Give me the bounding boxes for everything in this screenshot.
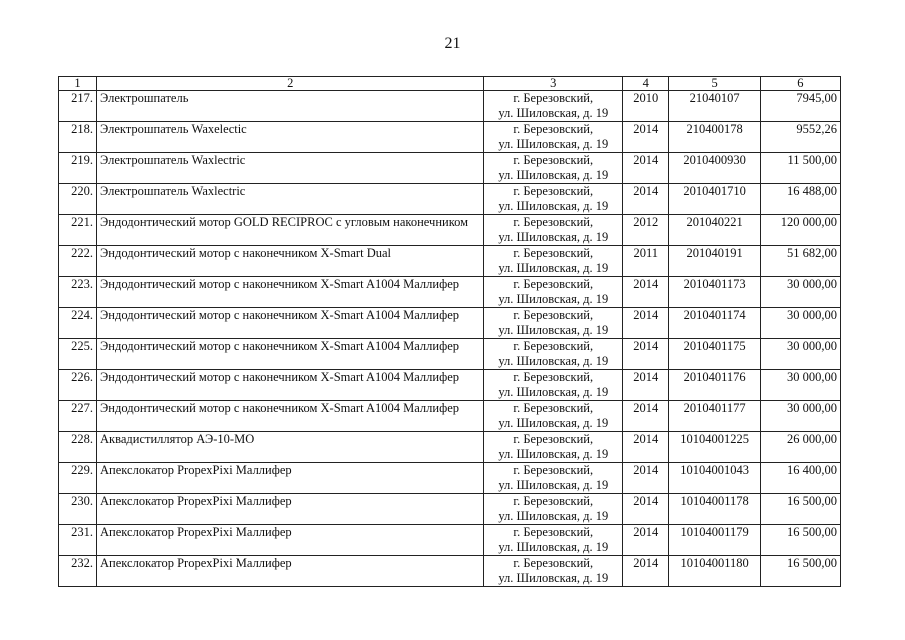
- table-body: [59, 77, 841, 587]
- address-city: г. Березовский,: [513, 401, 594, 415]
- item-name: Эндодонтический мотор с наконечником X-Smart A1004 Маллифер: [97, 339, 484, 370]
- address-street: ул. Шиловская, д. 19: [498, 509, 609, 523]
- table-row: [59, 494, 841, 525]
- inventory-number: 2010400930: [669, 153, 760, 184]
- inventory-number: 201040221: [669, 215, 760, 246]
- item-cost: 16 488,00: [760, 184, 840, 215]
- address-city: г. Березовский,: [513, 153, 594, 167]
- row-number: 221.: [59, 215, 97, 246]
- item-year: 2010: [623, 91, 669, 122]
- address-city: г. Березовский,: [513, 91, 594, 105]
- address-city: г. Березовский,: [513, 246, 594, 260]
- item-year: 2014: [623, 370, 669, 401]
- item-name: Эндодонтический мотор с наконечником X-Smart A1004 Маллифер: [97, 401, 484, 432]
- address-street: ул. Шиловская, д. 19: [498, 354, 609, 368]
- item-address: [484, 339, 623, 370]
- item-name: Аквадистиллятор АЭ-10-МО: [97, 432, 484, 463]
- row-number: 229.: [59, 463, 97, 494]
- item-cost: 9552,26: [760, 122, 840, 153]
- item-name: Электрошпатель: [97, 91, 484, 122]
- item-year: 2014: [623, 401, 669, 432]
- item-name: Апекслокатор PropexPixi Маллифер: [97, 525, 484, 556]
- address-street: ул. Шиловская, д. 19: [498, 168, 609, 182]
- inventory-number: 10104001225: [669, 432, 760, 463]
- item-name: Электрошпатель Waxelectic: [97, 122, 484, 153]
- address-city: г. Березовский,: [513, 308, 594, 322]
- row-number: 231.: [59, 525, 97, 556]
- item-year: 2014: [623, 308, 669, 339]
- header-col-4: 4: [623, 77, 669, 91]
- row-number: 225.: [59, 339, 97, 370]
- row-number: 226.: [59, 370, 97, 401]
- address-street: ул. Шиловская, д. 19: [498, 106, 609, 120]
- inventory-number: 210400178: [669, 122, 760, 153]
- item-cost: 16 500,00: [760, 556, 840, 587]
- header-col-1: 1: [59, 77, 97, 91]
- table-row: [59, 370, 841, 401]
- address-street: ул. Шиловская, д. 19: [498, 385, 609, 399]
- row-number: 220.: [59, 184, 97, 215]
- inventory-number: 2010401174: [669, 308, 760, 339]
- inventory-number: 2010401710: [669, 184, 760, 215]
- item-address: [484, 277, 623, 308]
- address-street: ул. Шиловская, д. 19: [498, 478, 609, 492]
- item-year: 2014: [623, 339, 669, 370]
- page-number: 21: [444, 35, 461, 52]
- inventory-number: 2010401173: [669, 277, 760, 308]
- table-row: [59, 215, 841, 246]
- item-cost: 120 000,00: [760, 215, 840, 246]
- item-name: Эндодонтический мотор с наконечником X-Smart A1004 Маллифер: [97, 370, 484, 401]
- inventory-table: [58, 76, 841, 587]
- item-year: 2014: [623, 153, 669, 184]
- item-year: 2014: [623, 277, 669, 308]
- item-address: [484, 525, 623, 556]
- inventory-number: 10104001043: [669, 463, 760, 494]
- address-street: ул. Шиловская, д. 19: [498, 323, 609, 337]
- item-address: [484, 432, 623, 463]
- item-cost: 51 682,00: [760, 246, 840, 277]
- table-row: [59, 463, 841, 494]
- table-row: [59, 184, 841, 215]
- inventory-number: 2010401176: [669, 370, 760, 401]
- item-year: 2014: [623, 463, 669, 494]
- item-year: 2014: [623, 556, 669, 587]
- item-address: [484, 153, 623, 184]
- address-city: г. Березовский,: [513, 215, 594, 229]
- row-number: 230.: [59, 494, 97, 525]
- table-row: [59, 153, 841, 184]
- item-address: [484, 308, 623, 339]
- row-number: 222.: [59, 246, 97, 277]
- item-name: Эндодонтический мотор с наконечником X-Smart Dual: [97, 246, 484, 277]
- inventory-number: 21040107: [669, 91, 760, 122]
- header-col-2: 2: [97, 77, 484, 91]
- item-year: 2014: [623, 122, 669, 153]
- item-address: [484, 494, 623, 525]
- row-number: 224.: [59, 308, 97, 339]
- item-year: 2012: [623, 215, 669, 246]
- table-header-row: [59, 77, 841, 91]
- item-name: Апекслокатор PropexPixi Маллифер: [97, 556, 484, 587]
- table-row: [59, 308, 841, 339]
- item-cost: 11 500,00: [760, 153, 840, 184]
- item-cost: 30 000,00: [760, 308, 840, 339]
- table-row: [59, 91, 841, 122]
- table-row: [59, 525, 841, 556]
- table-row: [59, 277, 841, 308]
- table-row: [59, 246, 841, 277]
- item-year: 2014: [623, 432, 669, 463]
- item-cost: 30 000,00: [760, 277, 840, 308]
- item-cost: 26 000,00: [760, 432, 840, 463]
- table-row: [59, 339, 841, 370]
- item-cost: 16 500,00: [760, 494, 840, 525]
- inventory-number: 2010401177: [669, 401, 760, 432]
- item-address: [484, 122, 623, 153]
- address-city: г. Березовский,: [513, 432, 594, 446]
- row-number: 218.: [59, 122, 97, 153]
- item-name: Эндодонтический мотор с наконечником X-Smart A1004 Маллифер: [97, 308, 484, 339]
- address-city: г. Березовский,: [513, 184, 594, 198]
- inventory-number: 10104001179: [669, 525, 760, 556]
- address-city: г. Березовский,: [513, 339, 594, 353]
- address-street: ул. Шиловская, д. 19: [498, 416, 609, 430]
- item-name: Эндодонтический мотор с наконечником X-Smart A1004 Маллифер: [97, 277, 484, 308]
- item-cost: 30 000,00: [760, 370, 840, 401]
- address-street: ул. Шиловская, д. 19: [498, 261, 609, 275]
- row-number: 227.: [59, 401, 97, 432]
- item-year: 2014: [623, 184, 669, 215]
- address-city: г. Березовский,: [513, 277, 594, 291]
- item-address: [484, 215, 623, 246]
- address-city: г. Березовский,: [513, 122, 594, 136]
- address-street: ул. Шиловская, д. 19: [498, 447, 609, 461]
- item-cost: 30 000,00: [760, 401, 840, 432]
- item-name: Апекслокатор PropexPixi Маллифер: [97, 463, 484, 494]
- header-col-6: 6: [760, 77, 840, 91]
- address-city: г. Березовский,: [513, 525, 594, 539]
- address-city: г. Березовский,: [513, 494, 594, 508]
- item-cost: 16 500,00: [760, 525, 840, 556]
- row-number: 228.: [59, 432, 97, 463]
- address-city: г. Березовский,: [513, 556, 594, 570]
- inventory-number: 10104001178: [669, 494, 760, 525]
- row-number: 232.: [59, 556, 97, 587]
- address-street: ул. Шиловская, д. 19: [498, 540, 609, 554]
- address-street: ул. Шиловская, д. 19: [498, 199, 609, 213]
- item-cost: 16 400,00: [760, 463, 840, 494]
- row-number: 219.: [59, 153, 97, 184]
- address-street: ул. Шиловская, д. 19: [498, 292, 609, 306]
- item-address: [484, 556, 623, 587]
- table-row: [59, 401, 841, 432]
- item-address: [484, 246, 623, 277]
- address-city: г. Березовский,: [513, 463, 594, 477]
- item-year: 2011: [623, 246, 669, 277]
- item-cost: 7945,00: [760, 91, 840, 122]
- table-row: [59, 122, 841, 153]
- address-street: ул. Шиловская, д. 19: [498, 230, 609, 244]
- item-name: Электрошпатель Waxlectric: [97, 184, 484, 215]
- item-name: Апекслокатор PropexPixi Маллифер: [97, 494, 484, 525]
- table-row: [59, 432, 841, 463]
- inventory-number: 10104001180: [669, 556, 760, 587]
- address-street: ул. Шиловская, д. 19: [498, 137, 609, 151]
- header-col-3: 3: [484, 77, 623, 91]
- header-col-5: 5: [669, 77, 760, 91]
- item-name: Эндодонтический мотор GOLD RECIPROC с угловым наконечником: [97, 215, 484, 246]
- address-city: г. Березовский,: [513, 370, 594, 384]
- item-cost: 30 000,00: [760, 339, 840, 370]
- item-year: 2014: [623, 525, 669, 556]
- item-name: Электрошпатель Waxlectric: [97, 153, 484, 184]
- inventory-number: 201040191: [669, 246, 760, 277]
- item-address: [484, 401, 623, 432]
- item-address: [484, 184, 623, 215]
- item-address: [484, 463, 623, 494]
- item-year: 2014: [623, 494, 669, 525]
- table-row: [59, 556, 841, 587]
- address-street: ул. Шиловская, д. 19: [498, 571, 609, 585]
- item-address: [484, 91, 623, 122]
- item-address: [484, 370, 623, 401]
- inventory-number: 2010401175: [669, 339, 760, 370]
- row-number: 223.: [59, 277, 97, 308]
- row-number: 217.: [59, 91, 97, 122]
